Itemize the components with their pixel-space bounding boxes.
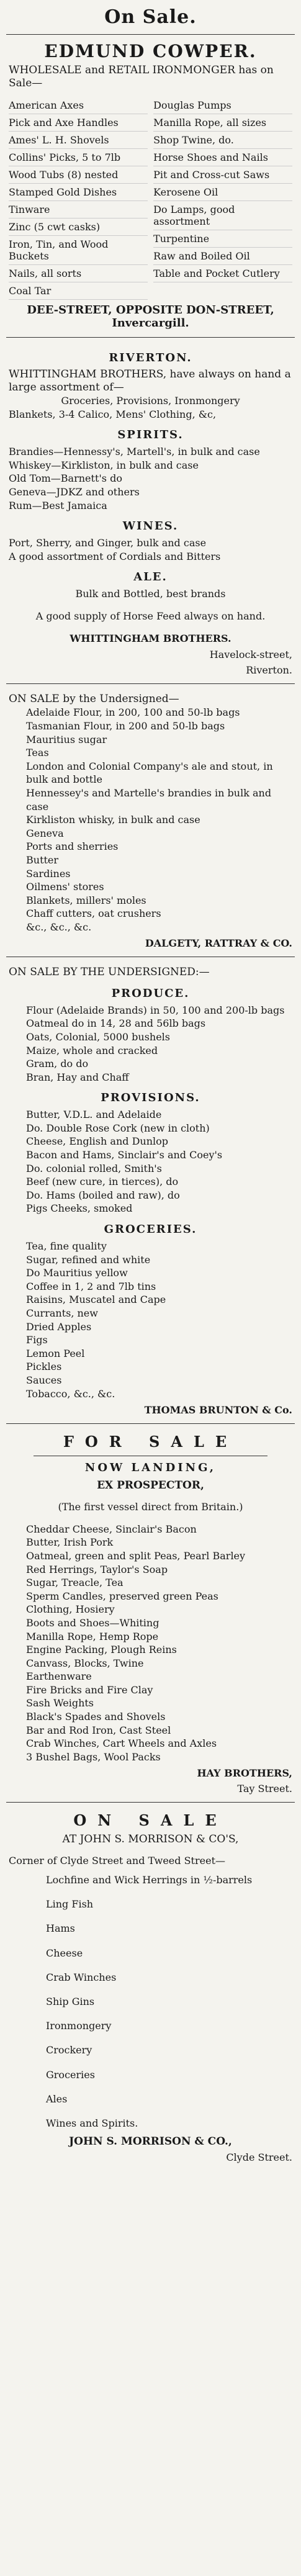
ad-dalgety bbox=[6, 683, 295, 957]
list-item: Coffee in 1, 2 and 7lb tins bbox=[26, 1280, 156, 1292]
section-heading: SPIRITS. bbox=[117, 428, 184, 442]
list-item: Kerosene Oil bbox=[153, 184, 292, 201]
ad-signature-street: Havelock-street, bbox=[209, 649, 292, 661]
ad-intro: ON SALE by the Undersigned— bbox=[9, 693, 179, 706]
list-item: Tobacco, &c., &c. bbox=[26, 1387, 115, 1400]
list-item: Sardines bbox=[26, 867, 71, 880]
list-item: Cheddar Cheese, Sinclair's Bacon bbox=[26, 1523, 197, 1535]
list-item: Old Tom—Barnett's do bbox=[9, 472, 122, 485]
ad-line: Bulk and Bottled, best brands bbox=[75, 588, 226, 600]
list-item: Raw and Boiled Oil bbox=[153, 248, 292, 265]
ad-heading: ON SALE bbox=[73, 1811, 228, 1830]
list-item: Blankets, millers' moles bbox=[26, 894, 146, 906]
ad-signature-street: Clyde Street. bbox=[226, 2151, 292, 2164]
list-item: Do Lamps, good assortment bbox=[153, 201, 292, 230]
items-list bbox=[9, 706, 292, 934]
list-item: Coal Tar bbox=[9, 282, 148, 300]
list-item: Ironmongery bbox=[46, 2020, 112, 2032]
ship-note: (The first vessel direct from Britain.) bbox=[58, 1501, 243, 1513]
list-item: Iron, Tin, and Wood Buckets bbox=[9, 236, 148, 265]
list-item: Sugar, Treacle, Tea bbox=[26, 1577, 124, 1589]
list-item: Crab Winches bbox=[46, 1971, 117, 1983]
ad-signature: HAY BROTHERS, bbox=[197, 1767, 292, 1780]
items-list bbox=[9, 1868, 292, 2135]
list-item: Tasmanian Flour, in 200 and 50-lb bags bbox=[26, 719, 225, 732]
ad-intro: ON SALE BY THE UNDERSIGNED:— bbox=[9, 966, 210, 979]
list-item: Turpentine bbox=[153, 230, 292, 248]
ad-line: Blankets, 3-4 Calico, Mens' Clothing, &c, bbox=[9, 408, 217, 420]
ad-signature-town: Riverton. bbox=[246, 664, 292, 677]
list-item: Rum—Best Jamaica bbox=[9, 499, 107, 511]
ad-subheading: AT JOHN S. MORRISON & CO'S, bbox=[62, 1833, 239, 1846]
list-item: Horse Shoes and Nails bbox=[153, 149, 292, 166]
produce-list bbox=[9, 1004, 292, 1084]
list-item: Beef (new cure, in tierces), do bbox=[26, 1176, 179, 1188]
list-item: Brandies—Hennessy's, Martell's, in bulk and case bbox=[9, 446, 260, 458]
list-item: Canvass, Blocks, Twine bbox=[26, 1657, 144, 1669]
ad-signature: JOHN S. MORRISON & CO., bbox=[69, 2135, 232, 2148]
section-heading: PRODUCE. bbox=[111, 986, 190, 1000]
list-item: Sash Weights bbox=[26, 1697, 94, 1709]
list-item: Wood Tubs (8) nested bbox=[9, 166, 148, 184]
list-item: Ling Fish bbox=[46, 1898, 94, 1911]
list-item: Do. colonial rolled, Smith's bbox=[26, 1162, 162, 1174]
ad-line: Groceries, Provisions, Ironmongery bbox=[61, 395, 240, 407]
list-item: Bran, Hay and Chaff bbox=[26, 1071, 129, 1083]
list-item: Zinc (5 cwt casks) bbox=[9, 218, 148, 236]
list-item: Hams bbox=[46, 1922, 75, 1935]
place-heading: RIVERTON. bbox=[109, 351, 192, 364]
ad-signature: DALGETY, RATTRAY & CO. bbox=[145, 937, 292, 950]
list-item: Pick and Axe Handles bbox=[9, 114, 148, 132]
ad-whittingham bbox=[6, 337, 295, 684]
list-item: Geneva bbox=[26, 827, 64, 839]
spirits-list bbox=[9, 445, 292, 512]
list-item: Adelaide Flour, in 200, 100 and 50-lb bags bbox=[26, 706, 240, 719]
ad-subheading: NOW LANDING, bbox=[84, 1461, 217, 1475]
list-item: Manilla Rope, Hemp Rope bbox=[26, 1630, 159, 1642]
list-item: Ames' L. H. Shovels bbox=[9, 132, 148, 149]
right-column bbox=[153, 97, 292, 300]
list-item: Nails, all sorts bbox=[9, 265, 148, 282]
list-item: &c., &c., &c. bbox=[26, 921, 92, 933]
ad-line: Corner of Clyde Street and Tweed Street— bbox=[9, 1855, 225, 1867]
ad-hay bbox=[6, 1423, 295, 1802]
list-item: Geneva—JDKZ and others bbox=[9, 485, 140, 498]
items-list bbox=[9, 1523, 292, 1764]
list-item: Manilla Rope, all sizes bbox=[153, 114, 292, 132]
list-item: Do Mauritius yellow bbox=[26, 1267, 128, 1279]
list-item: Engine Packing, Plough Reins bbox=[26, 1644, 177, 1656]
ad-morrison bbox=[6, 1802, 295, 2171]
list-item: Oatmeal do in 14, 28 and 56lb bags bbox=[26, 1017, 206, 1030]
section-heading: PROVISIONS. bbox=[101, 1091, 200, 1105]
list-item: Pigs Cheeks, smoked bbox=[26, 1202, 133, 1215]
list-item: Lemon Peel bbox=[26, 1347, 85, 1359]
list-item: Pit and Cross-cut Saws bbox=[153, 166, 292, 184]
ad-intro: WHITTINGHAM BROTHERS, have always on hand a large assortment of— bbox=[9, 367, 291, 394]
list-item: Do. Hams (boiled and raw), do bbox=[26, 1189, 180, 1201]
section-heading: GROCERIES. bbox=[104, 1223, 197, 1236]
item-columns bbox=[9, 97, 292, 300]
ad-address: DEE-STREET, OPPOSITE DON-STREET, Invercargill. bbox=[27, 303, 274, 330]
list-item: A good assortment of Cordials and Bitters bbox=[9, 550, 221, 562]
list-item: Hennessey's and Martelle's brandies in bulk and case bbox=[26, 786, 272, 813]
list-item: Tinware bbox=[9, 201, 148, 218]
list-item: Sugar, refined and white bbox=[26, 1253, 151, 1266]
list-item: Wines and Spirits. bbox=[46, 2117, 138, 2129]
list-item: Crockery bbox=[46, 2044, 92, 2056]
list-item: London and Colonial Company's ale and stout, in bulk and bottle bbox=[26, 760, 273, 786]
list-item: Clothing, Hosiery bbox=[26, 1603, 115, 1616]
list-item: Black's Spades and Shovels bbox=[26, 1711, 166, 1723]
list-item: Teas bbox=[26, 747, 49, 759]
page-title: On Sale. bbox=[104, 6, 197, 28]
list-item: Boots and Shoes—Whiting bbox=[26, 1616, 159, 1629]
list-item: Pickles bbox=[26, 1361, 62, 1373]
provisions-list bbox=[9, 1108, 292, 1215]
list-item: Shop Twine, do. bbox=[153, 132, 292, 149]
list-item: Kirkliston whisky, in bulk and case bbox=[26, 814, 200, 826]
ad-signature: THOMAS BRUNTON & Co. bbox=[144, 1404, 292, 1416]
list-item: Figs bbox=[26, 1334, 48, 1346]
list-item: 3 Bushel Bags, Wool Packs bbox=[26, 1750, 161, 1763]
list-item: Cheese, English and Dunlop bbox=[26, 1135, 168, 1148]
groceries-list bbox=[9, 1240, 292, 1400]
list-item: Ship Gins bbox=[46, 1995, 95, 2007]
section-heading: ALE. bbox=[133, 570, 168, 584]
list-item: Currants, new bbox=[26, 1307, 98, 1319]
ad-intro: WHOLESALE and RETAIL IRONMONGER has on Sale— bbox=[9, 64, 274, 90]
list-item: Red Herrings, Taylor's Soap bbox=[26, 1563, 168, 1575]
list-item: Butter bbox=[26, 853, 59, 866]
list-item: Crab Winches, Cart Wheels and Axles bbox=[26, 1737, 217, 1750]
list-item: Stamped Gold Dishes bbox=[9, 184, 148, 201]
list-item: Do. Double Rose Cork (new in cloth) bbox=[26, 1122, 210, 1134]
list-item: Bacon and Hams, Sinclair's and Coey's bbox=[26, 1149, 223, 1161]
list-item: Earthenware bbox=[26, 1670, 92, 1683]
list-item: Tea, fine quality bbox=[26, 1240, 107, 1253]
list-item: Sperm Candles, preserved green Peas bbox=[26, 1590, 218, 1602]
list-item: Mauritius sugar bbox=[26, 733, 107, 745]
newspaper-column bbox=[6, 0, 295, 2171]
list-item: Butter, V.D.L. and Adelaide bbox=[26, 1109, 162, 1121]
list-item: Table and Pocket Cutlery bbox=[153, 265, 292, 282]
ship-name: EX PROSPECTOR, bbox=[97, 1479, 204, 1492]
list-item: Whiskey—Kirkliston, in bulk and case bbox=[9, 459, 199, 471]
list-item: Ports and sherries bbox=[26, 840, 119, 853]
list-item: Bar and Rod Iron, Cast Steel bbox=[26, 1724, 171, 1736]
list-item: Butter, Irish Pork bbox=[26, 1536, 114, 1549]
section-heading: WINES. bbox=[122, 520, 179, 533]
list-item: Lochfine and Wick Herrings in ½-barrels bbox=[46, 1874, 253, 1886]
list-item: Fire Bricks and Fire Clay bbox=[26, 1683, 153, 1696]
list-item: Cheese bbox=[46, 1947, 83, 1959]
list-item: Oilmens' stores bbox=[26, 881, 104, 893]
list-item: Douglas Pumps bbox=[153, 97, 292, 114]
list-item: Dried Apples bbox=[26, 1320, 92, 1333]
list-item: Chaff cutters, oat crushers bbox=[26, 907, 161, 920]
list-item: Port, Sherry, and Ginger, bulk and case bbox=[9, 537, 207, 549]
list-item: Collins' Picks, 5 to 7lb bbox=[9, 149, 148, 166]
list-item: Raisins, Muscatel and Cape bbox=[26, 1294, 166, 1306]
ad-cowper bbox=[6, 34, 295, 337]
ad-heading: FOR SALE bbox=[63, 1433, 238, 1451]
ad-signature-street: Tay Street. bbox=[237, 1783, 292, 1795]
list-item: Ales bbox=[46, 2092, 68, 2105]
list-item: Gram, do do bbox=[26, 1058, 89, 1070]
list-item: Sauces bbox=[26, 1374, 62, 1386]
list-item: Groceries bbox=[46, 2068, 95, 2081]
list-item: American Axes bbox=[9, 97, 148, 114]
ad-signature: WHITTINGHAM BROTHERS. bbox=[70, 632, 231, 644]
ad-brunton bbox=[6, 957, 295, 1423]
left-column bbox=[9, 97, 148, 300]
ad-heading: EDMUND COWPER. bbox=[44, 41, 257, 61]
list-item: Oatmeal, green and split Peas, Pearl Barley bbox=[26, 1549, 246, 1562]
list-item: Flour (Adelaide Brands) in 50, 100 and 200-lb bags bbox=[26, 1004, 285, 1016]
list-item: Oats, Colonial, 5000 bushels bbox=[26, 1030, 171, 1043]
ad-line: A good supply of Horse Feed always on hand. bbox=[35, 610, 266, 622]
wines-list bbox=[9, 536, 292, 563]
list-item: Maize, whole and cracked bbox=[26, 1044, 158, 1056]
